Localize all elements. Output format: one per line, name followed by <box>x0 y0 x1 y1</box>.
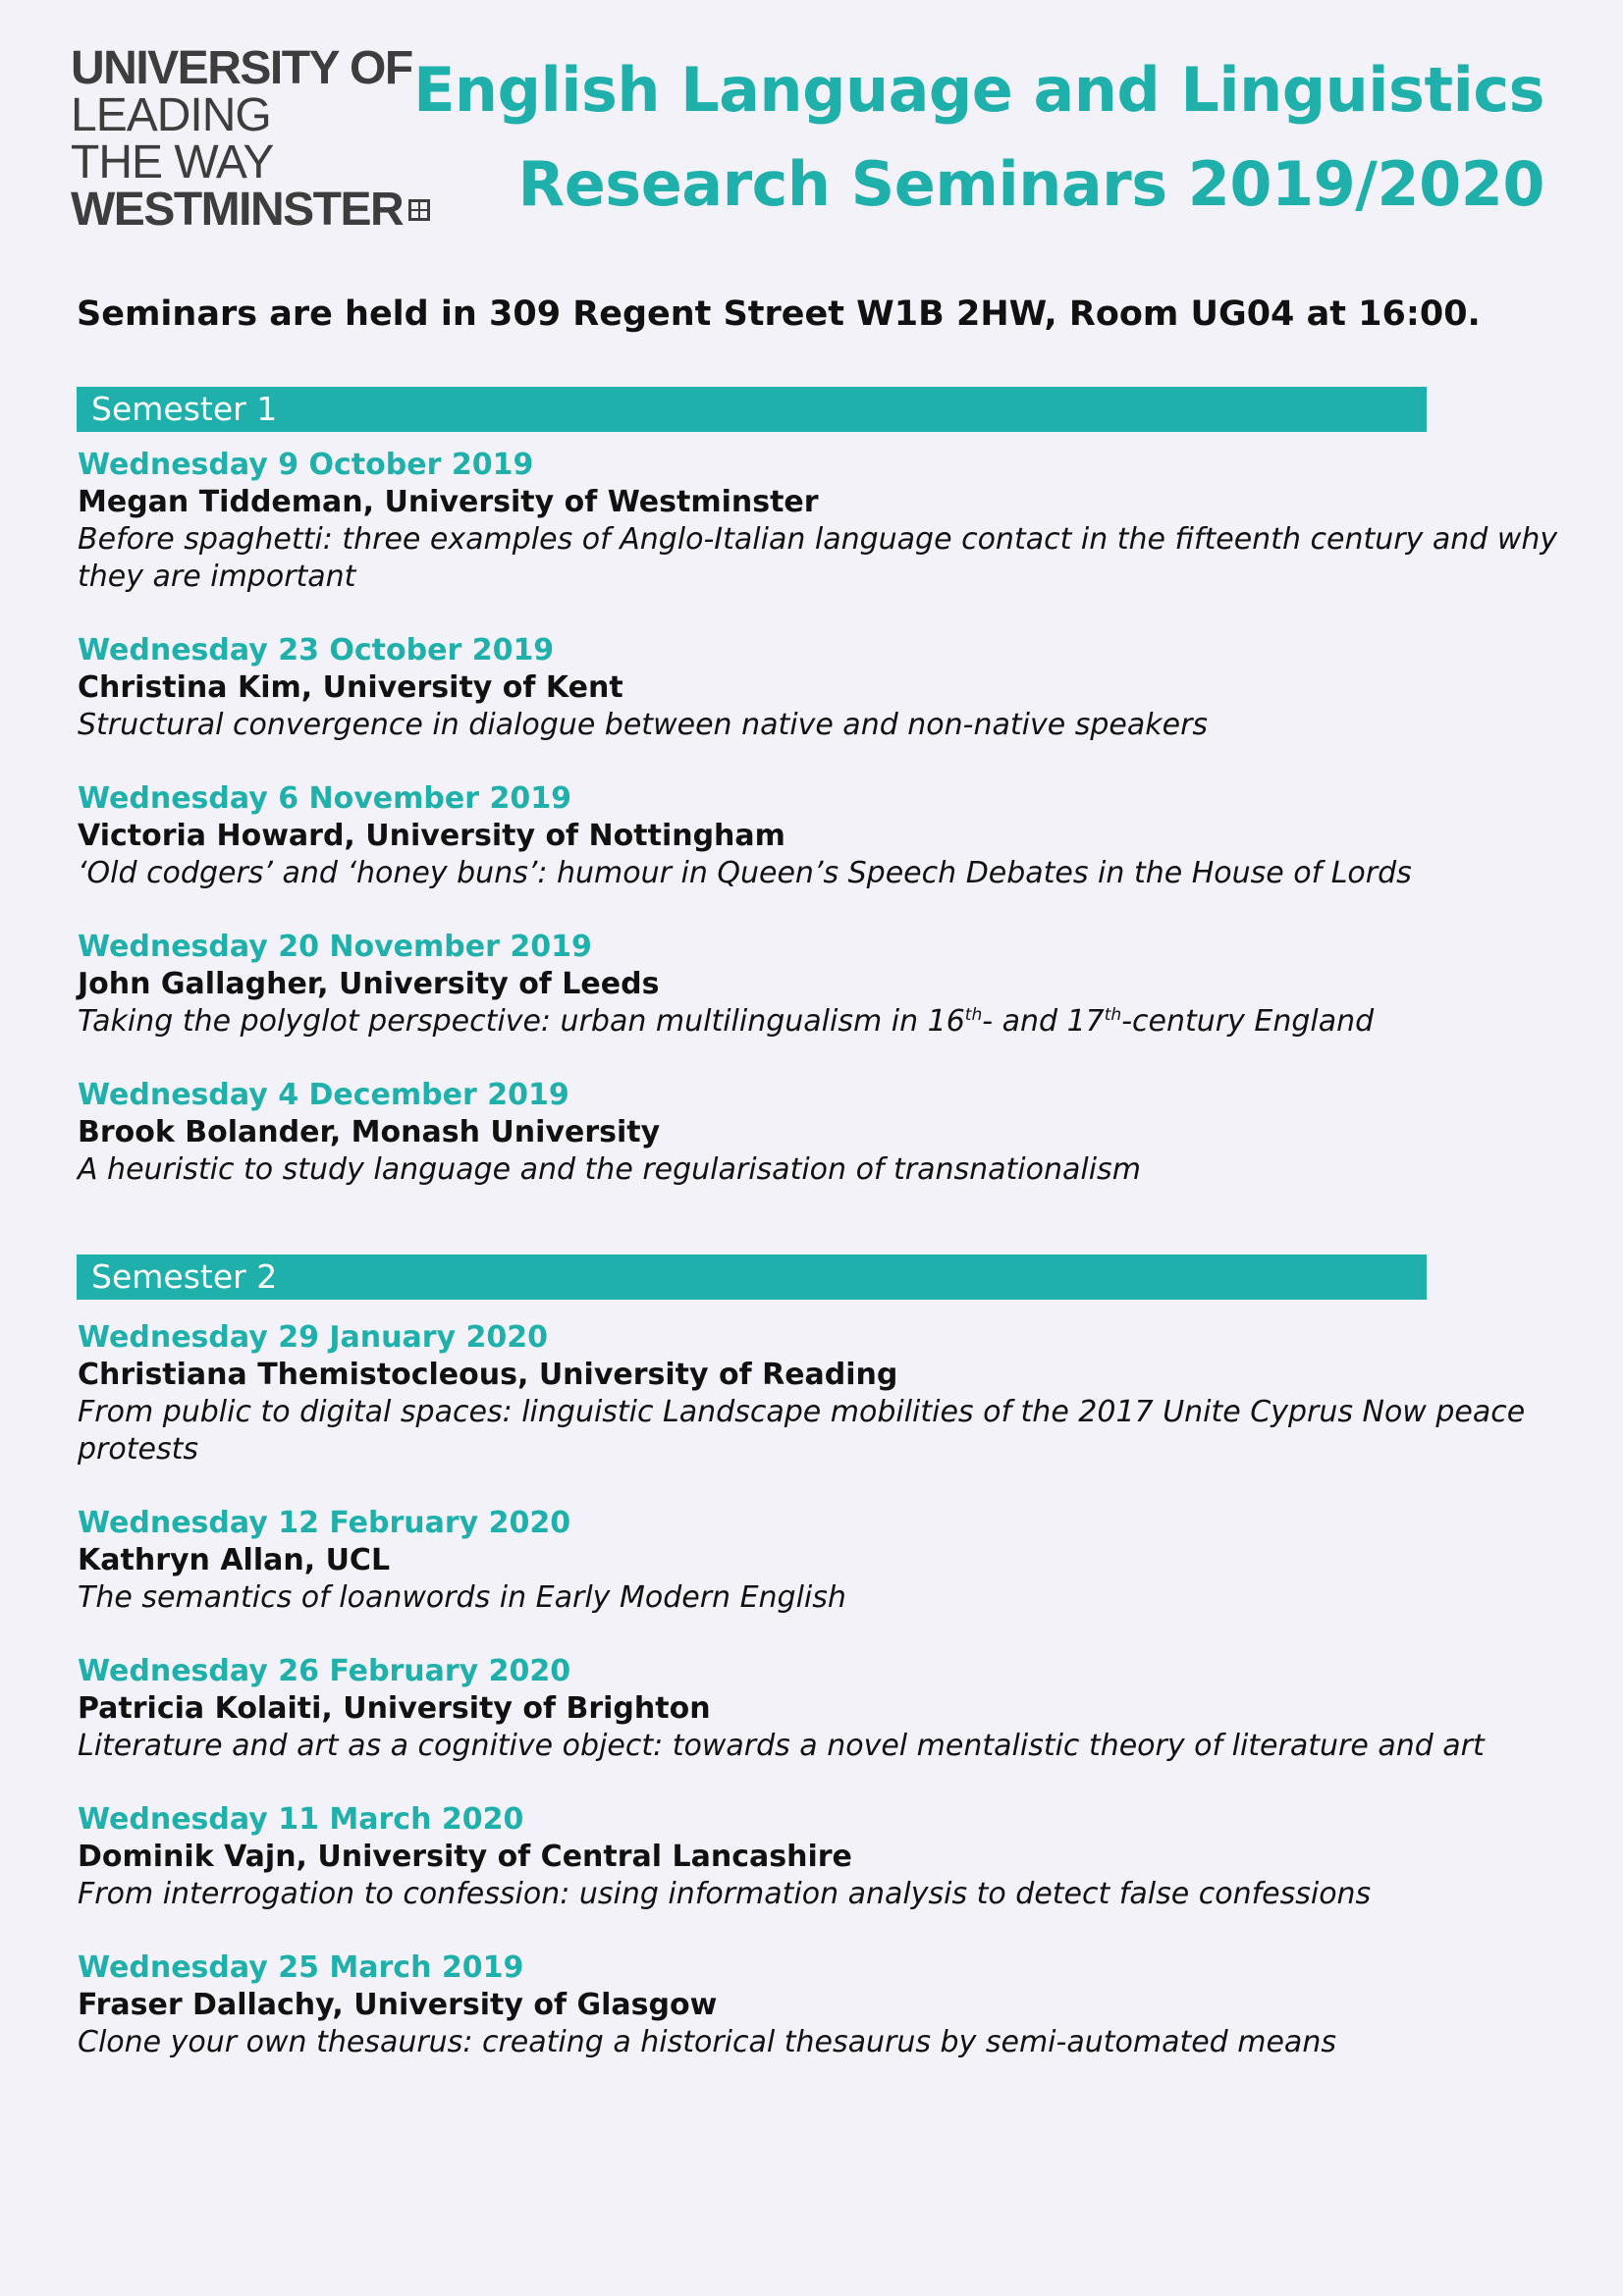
semester-1-header: Semester 1 <box>77 387 1427 432</box>
title-line-2: Research Seminars 2019/2020 <box>517 148 1544 220</box>
seminar-date: Wednesday 6 November 2019 <box>78 781 571 816</box>
logo-line-4 <box>71 184 463 236</box>
seminar-entry <box>78 1319 1570 1468</box>
seminar-speaker: Dominik Vajn, University of Central Lancashire <box>78 1840 852 1874</box>
seminar-date: Wednesday 29 January 2020 <box>78 1320 549 1355</box>
semester-2-header: Semester 2 <box>77 1255 1427 1300</box>
seminar-speaker: Kathryn Allan, UCL <box>78 1543 391 1577</box>
seminar-title: From interrogation to confession: using information analysis to detect false confessions <box>78 1877 1372 1911</box>
seminar-entry <box>78 929 1570 1041</box>
seminar-title: Clone your own thesaurus: creating a historical thesaurus by semi-automated means <box>78 2025 1336 2059</box>
seminar-entry <box>78 1077 1570 1189</box>
logo-line-2: LEADING <box>71 89 271 141</box>
venue-info: Seminars are held in 309 Regent Street W1B 2HW, Room UG04 at 16:00. <box>77 294 1481 334</box>
logo-line-1: UNIVERSITY OF <box>71 42 412 94</box>
seminar-entry <box>78 1801 1570 1913</box>
logo-line-3: THE WAY <box>71 136 274 188</box>
seminar-title: Before spaghetti: three examples of Anglo-Italian language contact in the fifteenth century and why they are important <box>78 522 1558 594</box>
seminar-date: Wednesday 23 October 2019 <box>78 633 555 667</box>
seminar-title: Literature and art as a cognitive object: towards a novel mentalistic theory of literature and art <box>78 1729 1485 1763</box>
seminar-entry <box>78 632 1570 744</box>
seminar-date: Wednesday 4 December 2019 <box>78 1078 569 1112</box>
seminar-date: Wednesday 25 March 2019 <box>78 1950 524 1985</box>
seminar-speaker: Fraser Dallachy, University of Glasgow <box>78 1988 718 2022</box>
semester-1-list <box>78 447 1570 1225</box>
seminar-entry <box>78 780 1570 892</box>
seminar-date: Wednesday 20 November 2019 <box>78 930 592 964</box>
seminar-entry <box>78 1653 1570 1765</box>
seminar-title-part: - and 17 <box>982 1004 1105 1039</box>
seminar-date: Wednesday 12 February 2020 <box>78 1506 571 1540</box>
seminar-speaker: Patricia Kolaiti, University of Brighton <box>78 1691 711 1726</box>
title-line-1: English Language and Linguistics <box>413 54 1544 126</box>
seminar-title-part: Taking the polyglot perspective: urban multilingualism in 16 <box>78 1004 965 1039</box>
seminar-date: Wednesday 9 October 2019 <box>78 448 534 482</box>
seminar-entry <box>78 1505 1570 1617</box>
seminar-speaker: Christina Kim, University of Kent <box>78 670 623 705</box>
seminar-date: Wednesday 26 February 2020 <box>78 1654 571 1688</box>
seminar-title: ‘Old codgers’ and ‘honey buns’: humour in Queen’s Speech Debates in the House of Lords <box>78 856 1412 890</box>
seminar-speaker: Victoria Howard, University of Nottingham <box>78 819 785 853</box>
seminar-speaker: Christiana Themistocleous, University of Reading <box>78 1358 898 1392</box>
university-logo <box>71 42 463 236</box>
seminar-title <box>78 1003 1570 1041</box>
seminar-entry <box>78 447 1570 596</box>
seminar-title: A heuristic to study language and the regularisation of transnationalism <box>78 1152 1141 1187</box>
seminar-title-part: -century England <box>1121 1004 1375 1039</box>
seminar-title: Structural convergence in dialogue between native and non-native speakers <box>78 708 1209 742</box>
seminar-title: From public to digital spaces: linguistic Landscape mobilities of the 2017 Unite Cyprus Now peace protests <box>78 1395 1526 1467</box>
logo-wordmark: WESTMINSTER <box>71 184 404 236</box>
ordinal-suffix: th <box>964 1005 983 1025</box>
page-title <box>413 43 1544 232</box>
seminar-speaker: Megan Tiddeman, University of Westminster <box>78 485 819 519</box>
ordinal-suffix: th <box>1104 1005 1122 1025</box>
semester-2-list <box>78 1319 1570 2098</box>
seminar-date: Wednesday 11 March 2020 <box>78 1802 524 1837</box>
seminar-speaker: Brook Bolander, Monash University <box>78 1115 661 1149</box>
seminar-entry <box>78 1949 1570 2061</box>
seminar-title: The semantics of loanwords in Early Modern English <box>78 1580 846 1615</box>
seminar-speaker: John Gallagher, University of Leeds <box>78 967 660 1001</box>
